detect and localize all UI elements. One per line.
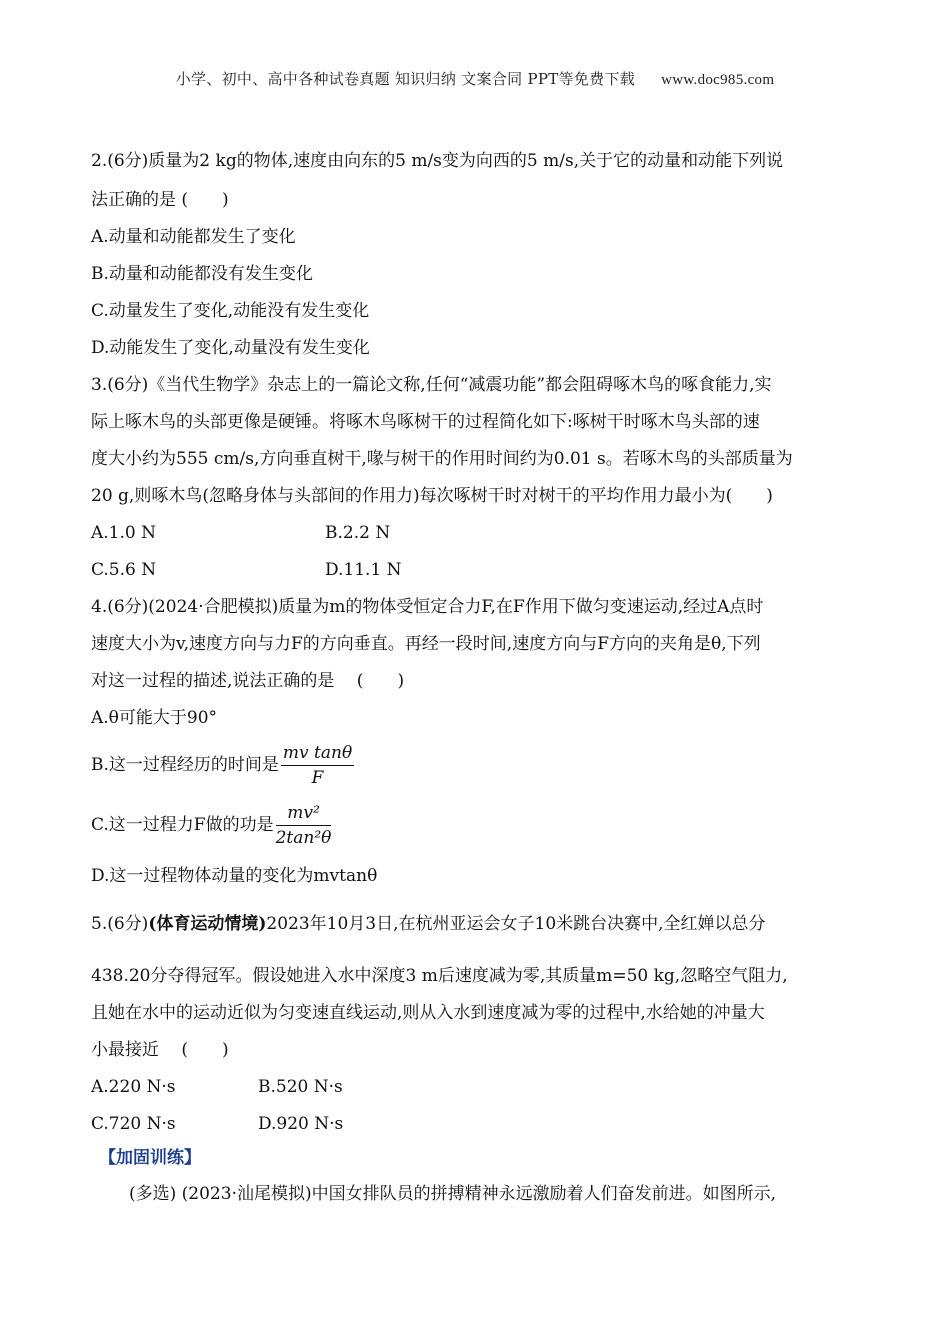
q3-option-c: C.5.6 N <box>91 560 157 580</box>
reinforce-title: 【加固训练】 <box>99 1148 201 1168</box>
question-5 <box>91 913 863 1135</box>
q2-option-b: B.动量和动能都没有发生变化 <box>91 264 313 284</box>
q4-option-b-text: B.这一过程经历的时间是 <box>91 755 279 775</box>
q5-option-a: A.220 N·s <box>91 1077 176 1097</box>
q5-options-row-2 <box>91 1113 863 1135</box>
exam-content <box>91 150 863 1205</box>
q4-option-b-fraction <box>281 742 354 789</box>
q4-stem-line-3: 对这一过程的描述,说法正确的是 ( ) <box>91 671 405 691</box>
q5-stem-line-1 <box>91 913 863 935</box>
q4-option-c-numerator: mv² <box>276 802 332 826</box>
q2-stem-line-2: 法正确的是 ( ) <box>91 190 229 210</box>
header-text: 小学、初中、高中各种试卷真题 知识归纳 文案合同 PPT等免费下载 <box>175 70 636 88</box>
question-4 <box>91 596 863 887</box>
q3-stem-line-1: 3.(6分)《当代生物学》杂志上的一篇论文称,任何“减震功能”都会阻碍啄木鸟的啄食能力,实 <box>91 375 772 395</box>
q3-options-row-1 <box>91 522 863 544</box>
q4-stem-line-1: 4.(6分)(2024·合肥模拟)质量为m的物体受恒定合力F,在F作用下做匀变速运动,经过A点时 <box>91 597 764 617</box>
q2-stem-line-1: 2.(6分)质量为2 kg的物体,速度由向东的5 m/s变为向西的5 m/s,关于它的动量和动能下列说 <box>91 151 784 171</box>
q4-option-a: A.θ可能大于90° <box>91 708 218 728</box>
q3-stem-line-2: 际上啄木鸟的头部更像是硬锤。将啄木鸟啄树干的过程简化如下:啄树干时啄木鸟头部的速 <box>91 412 760 432</box>
q2-option-c: C.动量发生了变化,动能没有发生变化 <box>91 301 370 321</box>
question-3 <box>91 374 863 581</box>
reinforce-section <box>91 1147 863 1205</box>
q4-option-b-denominator: F <box>311 767 324 788</box>
q4-option-b-numerator: mv tanθ <box>281 742 354 766</box>
q3-options-row-2 <box>91 559 863 581</box>
q4-option-b <box>91 743 863 787</box>
reinforce-question-line-1: (多选) (2023·汕尾模拟)中国女排队员的拼搏精神永远激励着人们奋发前进。如图所示, <box>129 1184 777 1204</box>
q4-option-d: D.这一过程物体动量的变化为mvtanθ <box>91 866 378 886</box>
q2-option-a: A.动量和动能都发生了变化 <box>91 227 296 247</box>
q3-stem-line-3: 度大小约为555 cm/s,方向垂直树干,喙与树干的作用时间约为0.01 s。若啄木鸟的头部质量为 <box>91 449 793 469</box>
page-header <box>0 68 950 89</box>
q5-options-row-1 <box>91 1076 863 1098</box>
q3-stem-line-4: 20 g,则啄木鸟(忽略身体与头部间的作用力)每次啄树干时对树干的平均作用力最小为( ) <box>91 486 773 506</box>
q2-option-d: D.动能发生了变化,动量没有发生变化 <box>91 338 370 358</box>
q4-option-c-fraction <box>276 802 332 849</box>
q3-option-d: D.11.1 N <box>325 560 402 580</box>
q5-stem-line-2: 438.20分夺得冠军。假设她进入水中深度3 m后速度减为零,其质量m=50 kg,忽略空气阻力, <box>91 966 788 986</box>
q4-option-c <box>91 799 863 851</box>
q5-option-b: B.520 N·s <box>258 1077 343 1097</box>
q5-context-tag: (体育运动情境) <box>148 914 267 934</box>
q4-option-c-denominator: 2tan²θ <box>275 827 332 848</box>
header-url[interactable]: www.doc985.com <box>661 72 775 88</box>
q4-option-c-text: C.这一过程力F做的功是 <box>91 815 274 835</box>
q5-stem-line-4: 小最接近 ( ) <box>91 1040 229 1060</box>
q4-stem-line-2: 速度大小为v,速度方向与力F的方向垂直。再经一段时间,速度方向与F方向的夹角是θ,下列 <box>91 634 761 654</box>
q3-option-b: B.2.2 N <box>325 523 391 543</box>
q5-option-d: D.920 N·s <box>258 1114 344 1134</box>
question-2 <box>91 150 863 359</box>
q5-stem-line-3: 且她在水中的运动近似为匀变速直线运动,则从入水到速度减为零的过程中,水给她的冲量大 <box>91 1003 765 1023</box>
q5-option-c: C.720 N·s <box>91 1114 176 1134</box>
q5-stem-line-1-text: 2023年10月3日,在杭州亚运会女子10米跳台决赛中,全红婵以总分 <box>266 914 766 934</box>
q5-number: 5.(6分) <box>91 914 149 934</box>
q3-option-a: A.1.0 N <box>91 523 156 543</box>
